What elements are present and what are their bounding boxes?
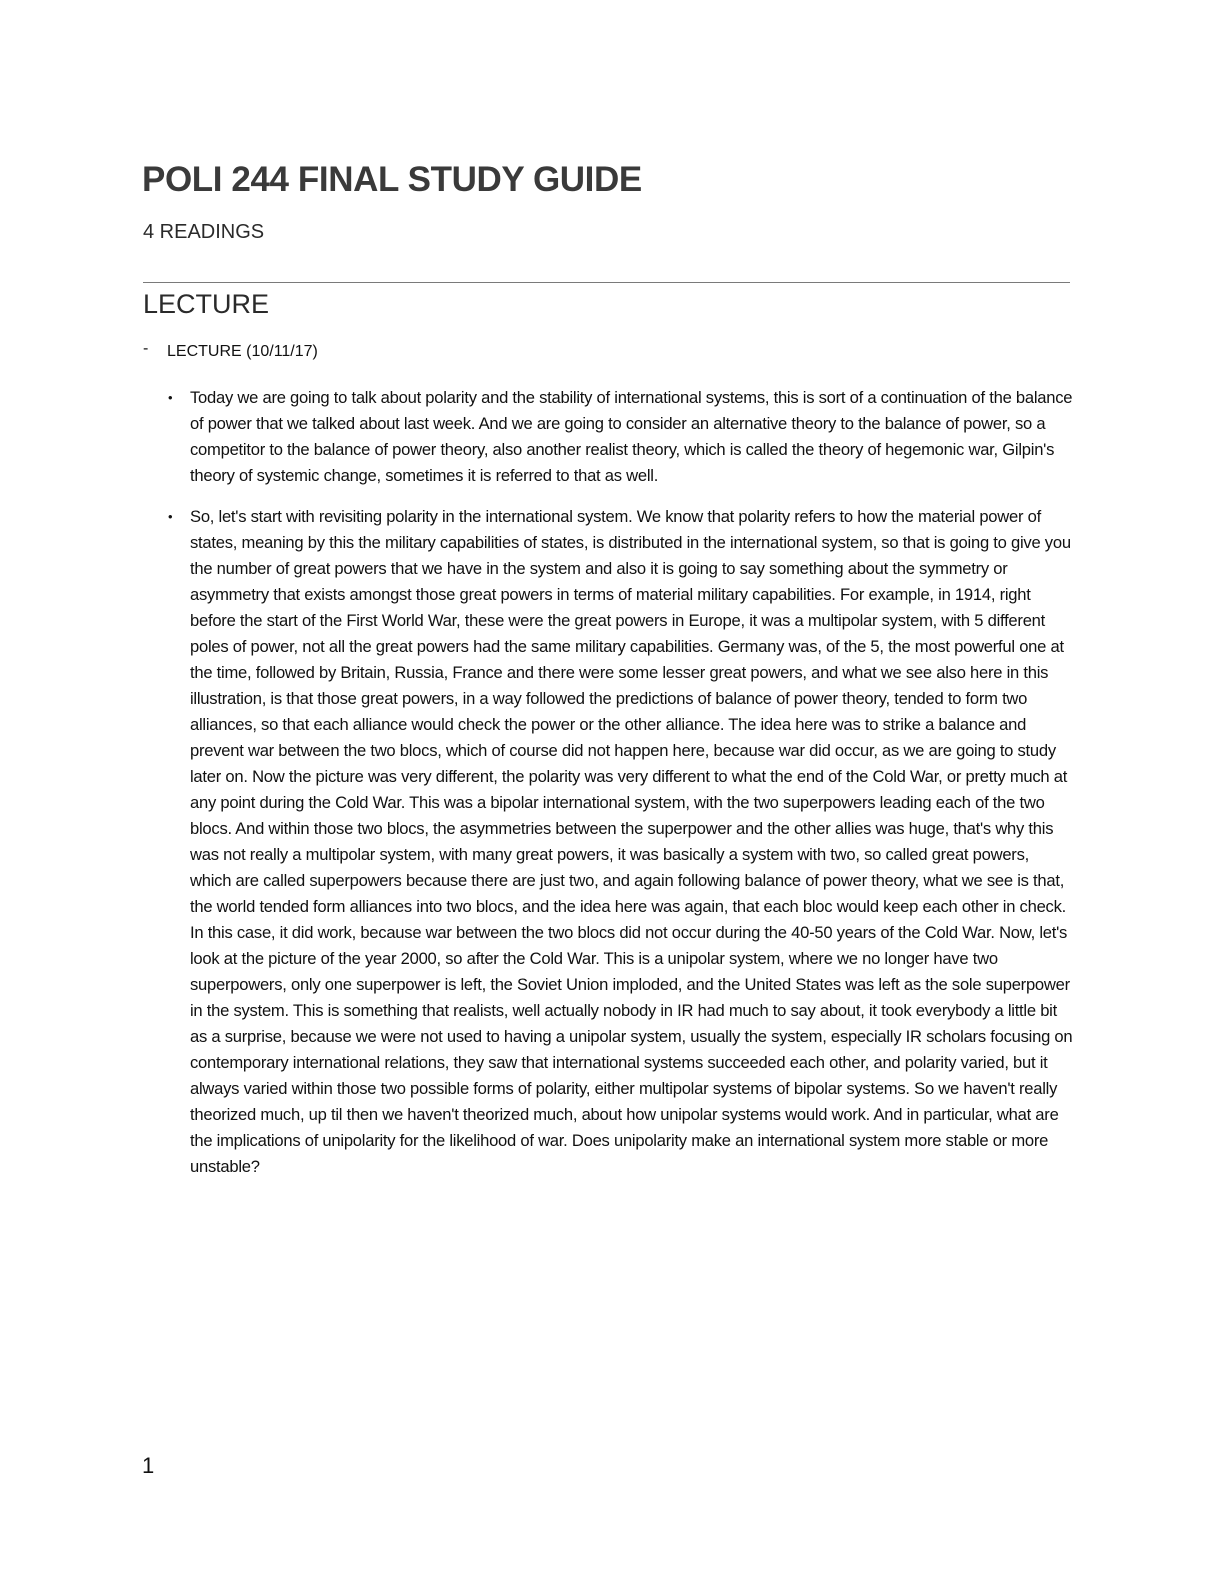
lecture-date-item xyxy=(143,340,318,361)
bullet-icon: • xyxy=(168,509,173,524)
document-title: POLI 244 FINAL STUDY GUIDE xyxy=(142,160,642,199)
section-divider xyxy=(143,282,1070,283)
list-item xyxy=(168,385,1074,489)
bullet-text: Today we are going to talk about polarity and the stability of international systems, this is sort of a continuation of the balance of power that we talked about last week. And we are going to consider an alternative theory to the balance of power, so a competitor to the balance of power theory, also another realist theory, which is called the theory of hegemonic war, Gilpin's theory of systemic change, sometimes it is referred to that as well. xyxy=(190,388,1073,485)
bullet-icon: • xyxy=(168,390,173,405)
lecture-notes-list xyxy=(168,385,1074,1195)
list-item xyxy=(168,504,1074,1180)
bullet-text: So, let's start with revisiting polarity in the international system. We know that polarity refers to how the material power of states, meaning by this the military capabilities of states, is distributed in the international system, so that is going to give you the number of great powers that we have in the system and also it is going to say something about the symmetry or asymmetry that exists amongst those great powers in terms of material military capabilities. For example, in 1914, right before the start of the First World War, these were the great powers in Europe, it was a multipolar system, with 5 different poles of power, not all the great powers had the same military capabilities. Germany was, of the 5, the most powerful one at the time, followed by Britain, Russia, France and there were some lesser great powers, and what we see also here in this illustration, is that those great powers, in a way followed the predictions of balance of power theory, tended to form two alliances, so that each alliance would check the power or the other alliance. The idea here was to strike a balance and prevent war between the two blocs, which of course did not happen here, because war did occur, as we are going to study later on. Now the picture was very different, the polarity was very different to what the end of the Cold War, or pretty much at any point during the Cold War. This was a bipolar international system, with the two superpowers leading each of the two blocs. And within those two blocs, the asymmetries between the superpower and the other allies was huge, that's why this was not really a multipolar system, with many great powers, it was basically a system with two, so called great powers, which are called superpowers because there are just two, and again following balance of power theory, what we see is that, the world tended form alliances into two blocs, and the idea here was again, that each bloc would keep each other in check. In this case, it did work, because war between the two blocs did not occur during the 40-50 years of the Cold War. Now, let's look at the picture of the year 2000, so after the Cold War. This is a unipolar system, where we no longer have two superpowers, only one superpower is left, the Soviet Union imploded, and the United States was left as the sole superpower in the system. This is something that realists, well actually nobody in IR had much to say about, it took everybody a little bit as a surprise, because we were not used to having a unipolar system, usually the system, especially IR scholars focusing on contemporary international relations, they saw that international systems succeeded each other, and polarity varied, but it always varied within those two possible forms of polarity, either multipolar systems of bipolar systems. So we haven't really theorized much, up til then we haven't theorized much, about how unipolar systems would work. And in particular, what are the implications of unipolarity for the likelihood of war. Does unipolarity make an international system more stable or more unstable? xyxy=(190,507,1073,1176)
dash-marker: - xyxy=(143,340,149,357)
lecture-date-label: LECTURE (10/11/17) xyxy=(167,343,318,360)
document-subtitle: 4 READINGS xyxy=(143,221,265,243)
section-heading-lecture: LECTURE xyxy=(143,289,270,319)
page-number: 1 xyxy=(142,1453,155,1478)
